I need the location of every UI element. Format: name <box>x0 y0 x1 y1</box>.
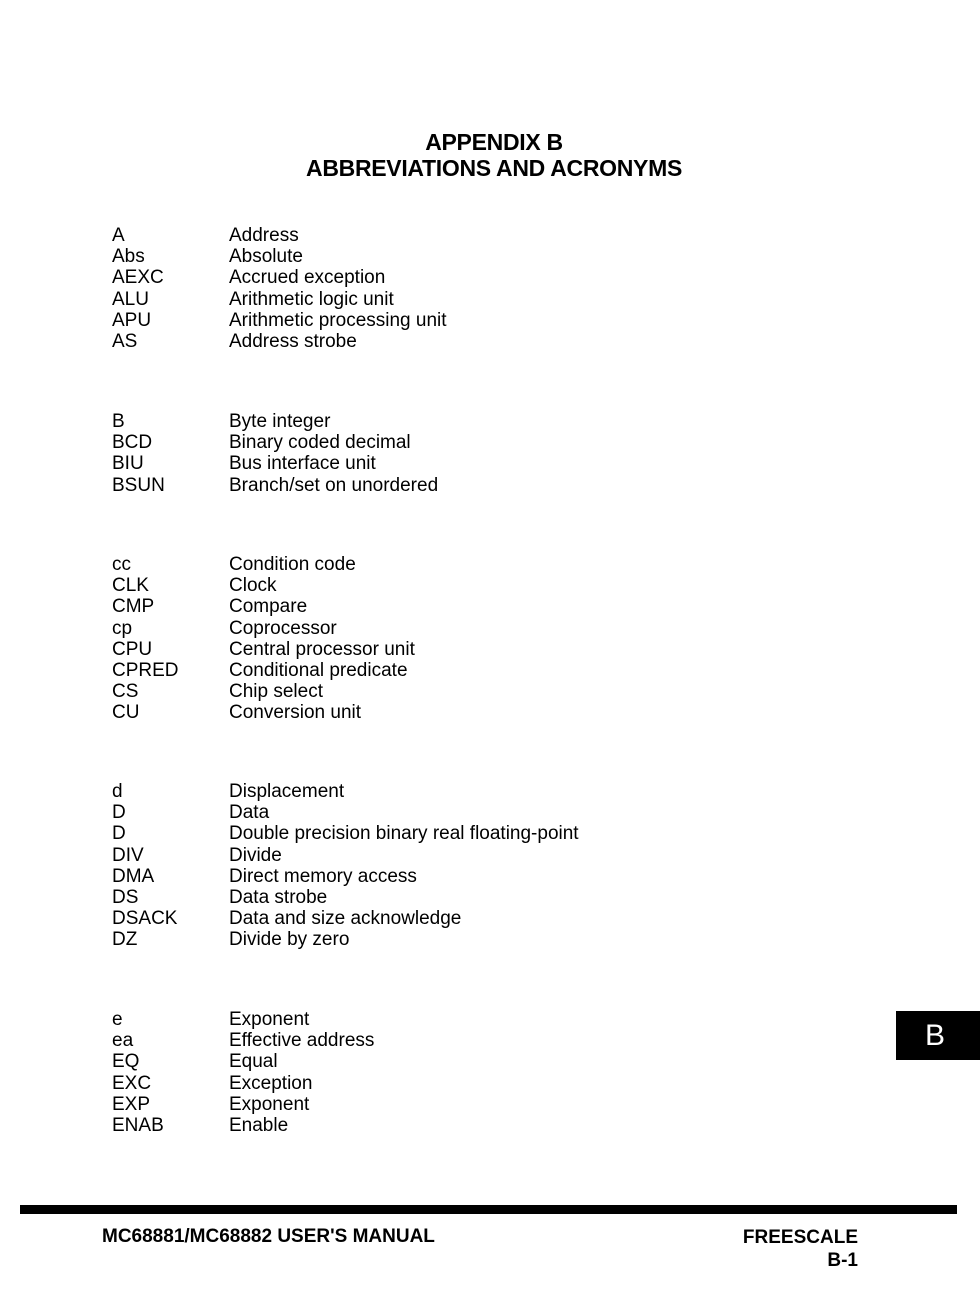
definition: Direct memory access <box>229 865 417 887</box>
definition: Arithmetic processing unit <box>229 309 447 331</box>
abbreviation: EXP <box>112 1093 151 1115</box>
list-item <box>112 929 579 950</box>
abbreviation: DS <box>112 886 139 908</box>
abbreviation: cc <box>112 554 131 575</box>
abbreviation: CU <box>112 702 140 724</box>
definition: Divide by zero <box>229 929 350 951</box>
list-item <box>112 225 447 246</box>
abbreviation: CPU <box>112 638 153 660</box>
definition: Address <box>229 225 299 246</box>
definition: Conditional predicate <box>229 659 408 681</box>
list-item <box>112 246 447 267</box>
definition: Effective address <box>229 1030 375 1052</box>
definition: Branch/set on unordered <box>229 474 439 496</box>
abbreviation: EQ <box>112 1051 140 1073</box>
definition: Data and size acknowledge <box>229 908 462 930</box>
definition: Data strobe <box>229 886 328 908</box>
group-d <box>112 781 579 951</box>
definition: Exponent <box>229 1093 310 1115</box>
definition: Enable <box>229 1114 289 1136</box>
appendix-title: APPENDIX B <box>425 129 563 155</box>
list-item <box>112 887 579 908</box>
list-item <box>112 781 579 802</box>
list-item <box>112 554 415 575</box>
list-item <box>112 660 415 681</box>
footer-manual-title: MC68881/MC68882 USER'S MANUAL <box>102 1226 435 1247</box>
page-number: B-1 <box>827 1250 858 1271</box>
abbreviation: DMA <box>112 865 155 887</box>
list-item <box>112 618 415 639</box>
abbreviation: AEXC <box>112 267 164 289</box>
definition: Condition code <box>229 554 356 575</box>
abbreviation: CLK <box>112 575 149 597</box>
list-item <box>112 1009 374 1030</box>
definition: Exception <box>229 1072 313 1094</box>
definition: Binary coded decimal <box>229 432 411 454</box>
list-item <box>112 453 438 474</box>
abbreviation: DIV <box>112 844 144 866</box>
appendix-subtitle: ABBREVIATIONS AND ACRONYMS <box>306 155 682 181</box>
definition: Double precision binary real floating-point <box>229 823 579 845</box>
abbreviation: BSUN <box>112 474 165 496</box>
group-c <box>112 554 415 724</box>
abbreviation: cp <box>112 617 133 639</box>
section-tab-letter: B <box>924 1019 945 1052</box>
definition: Bus interface unit <box>229 453 376 475</box>
abbreviation: D <box>112 823 126 845</box>
definition: Coprocessor <box>229 617 337 639</box>
footer-brand: FREESCALE <box>742 1227 858 1248</box>
list-item <box>112 1115 374 1136</box>
abbreviation: EXC <box>112 1072 152 1094</box>
definition: Byte integer <box>229 411 331 432</box>
list-item <box>112 432 438 453</box>
definition: Central processor unit <box>229 638 415 660</box>
list-item <box>112 681 415 702</box>
definition: Compare <box>229 596 308 618</box>
group-e <box>112 1009 374 1136</box>
list-item <box>112 596 415 617</box>
section-tab <box>896 1011 980 1060</box>
abbreviation: e <box>112 1009 123 1030</box>
definition: Address strobe <box>229 330 357 352</box>
list-item <box>112 802 579 823</box>
definition: Accrued exception <box>229 267 386 289</box>
list-item <box>112 575 415 596</box>
list-item <box>112 331 447 352</box>
abbreviation: ENAB <box>112 1114 164 1136</box>
group-a <box>112 225 447 352</box>
list-item <box>112 866 579 887</box>
definition: Conversion unit <box>229 702 362 724</box>
abbreviation: B <box>112 411 125 432</box>
abbreviation: ea <box>112 1030 134 1052</box>
list-item <box>112 475 438 496</box>
abbreviation: BCD <box>112 432 153 454</box>
list-item <box>112 639 415 660</box>
abbreviation: BIU <box>112 453 144 475</box>
list-item <box>112 1094 374 1115</box>
abbreviation: CS <box>112 681 139 703</box>
abbreviation: d <box>112 781 123 802</box>
definition: Displacement <box>229 781 345 802</box>
abbreviation: DSACK <box>112 908 178 930</box>
abbreviation: APU <box>112 309 152 331</box>
abbreviation: Abs <box>112 246 145 268</box>
list-item <box>112 1051 374 1072</box>
list-item <box>112 1030 374 1051</box>
footer-rule <box>20 1205 957 1214</box>
definition: Data <box>229 802 270 824</box>
list-item <box>112 702 415 723</box>
list-item <box>112 908 579 929</box>
abbreviation: ALU <box>112 288 149 310</box>
abbreviation: A <box>112 225 125 246</box>
definition: Divide <box>229 844 282 866</box>
group-b <box>112 411 438 496</box>
list-item <box>112 823 579 844</box>
abbreviation: AS <box>112 330 138 352</box>
definition: Absolute <box>229 246 303 268</box>
list-item <box>112 1073 374 1094</box>
list-item <box>112 267 447 288</box>
list-item <box>112 411 438 432</box>
definition: Equal <box>229 1051 278 1073</box>
definition: Exponent <box>229 1009 310 1030</box>
abbreviation: CPRED <box>112 659 179 681</box>
definition: Clock <box>229 575 277 597</box>
list-item <box>112 289 447 310</box>
list-item <box>112 310 447 331</box>
abbreviation: DZ <box>112 929 138 951</box>
list-item <box>112 845 579 866</box>
abbreviation: D <box>112 802 126 824</box>
definition: Chip select <box>229 681 323 703</box>
abbreviation: CMP <box>112 596 155 618</box>
definition: Arithmetic logic unit <box>229 288 394 310</box>
